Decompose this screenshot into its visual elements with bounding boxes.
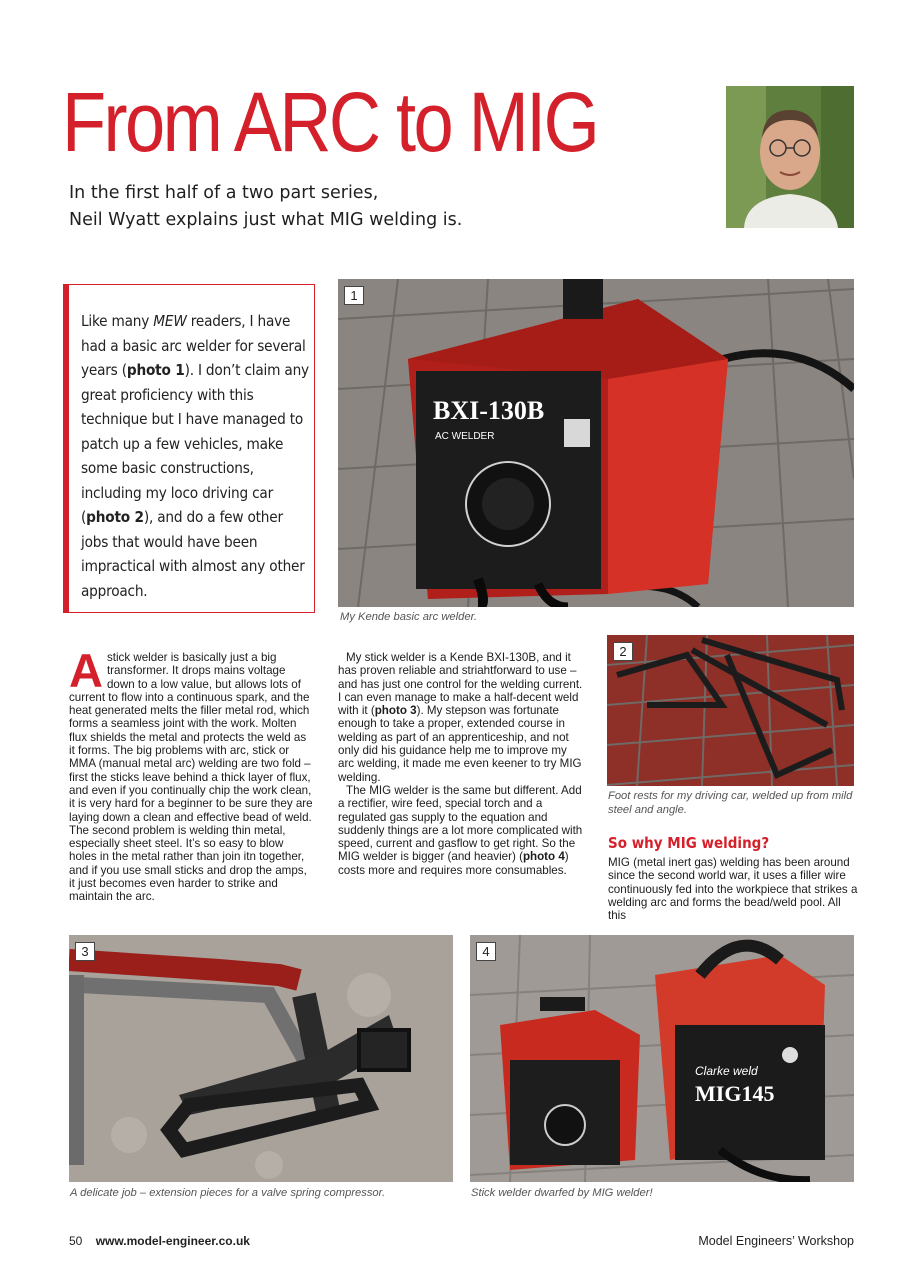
welder-sublabel: AC WELDER bbox=[435, 431, 495, 442]
intro-text: readers, I have had a basic arc welder for several years ( bbox=[81, 312, 306, 379]
column-2-text: My stick welder is a Kende BXI-130B, and it has proven reliable and striahtforward to use – and has just one control for the welding current. I can even manage to make a half-decent weld with it ( bbox=[338, 651, 583, 718]
column-2-text: ) costs more and requires more consumables. bbox=[338, 850, 569, 877]
photo-number: 3 bbox=[75, 942, 95, 961]
intro-text: ), and do a few other jobs that would have been impractical with almost any other approach. bbox=[81, 508, 305, 600]
mig-model-label: MIG145 bbox=[695, 1081, 775, 1106]
welder-model-label: BXI-130B bbox=[433, 396, 545, 425]
column-1 bbox=[69, 644, 313, 904]
intro-text: Like many bbox=[81, 312, 154, 330]
intro-paragraph bbox=[81, 309, 313, 603]
subtitle-line: In the first half of a two part series, bbox=[69, 183, 379, 203]
photo-ref: photo 3 bbox=[374, 704, 417, 718]
column-2 bbox=[338, 651, 586, 877]
article-title: From ARC to MIG bbox=[62, 75, 598, 169]
article-subtitle bbox=[69, 180, 589, 234]
column-2-paragraph bbox=[338, 784, 586, 877]
page-number: 50 bbox=[69, 1234, 83, 1248]
foot-rests-image bbox=[607, 635, 854, 786]
photo-number: 2 bbox=[613, 642, 633, 661]
photo-number: 4 bbox=[476, 942, 496, 961]
column-2-paragraph bbox=[338, 651, 586, 784]
photo-1 bbox=[338, 279, 854, 607]
intro-text: MEW bbox=[153, 312, 187, 330]
valve-compressor-image bbox=[69, 935, 453, 1182]
photo-2 bbox=[607, 635, 854, 786]
photo-2-caption: Foot rests for my driving car, welded up from mild steel and angle. bbox=[608, 790, 853, 816]
intro-photo-ref: photo 1 bbox=[126, 361, 185, 379]
intro-photo-ref: photo 2 bbox=[86, 508, 144, 526]
subtitle-line: Neil Wyatt explains just what MIG welding is. bbox=[69, 210, 463, 230]
arc-welder-image bbox=[338, 279, 854, 607]
website-link[interactable]: www.model-engineer.co.uk bbox=[95, 1234, 250, 1248]
author-portrait bbox=[726, 86, 854, 228]
photo-1-caption: My Kende basic arc welder. bbox=[340, 611, 478, 623]
magazine-name: Model Engineers’ Workshop bbox=[698, 1234, 854, 1248]
photo-ref: photo 4 bbox=[522, 850, 565, 864]
column-1-text: stick welder is basically just a big transformer. It drops mains voltage down to a low value, but allows lots of current to flow into a continuous spark, and the heat generated melts the filler metal rod, which forms a seamless joint with the work. Molten flux shields the metal and protects the weld as it forms. The big problems with arc, stick or MMA (manual metal arc) welding are two fold – first the sticks leave behind a thick layer of flux, and even if you continually chip the work clean, it is very hard for a beginner to be sure they are laying down a clean and effective bead of weld. The second problem is welding thin metal, especially sheet steel. It’s so easy to blow holes in the metal rather than join itn together, and if you use small sticks and drop the amps, it just becomes even harder to strike and maintain the arc. bbox=[69, 651, 313, 904]
column-1-paragraph bbox=[69, 644, 313, 904]
photo-number: 1 bbox=[344, 286, 364, 305]
section-heading: So why MIG welding? bbox=[608, 834, 770, 852]
mig-vs-stick-image bbox=[470, 935, 854, 1182]
column-3-text: MIG (metal inert gas) welding has been around since the second world war, it uses a filler wire continuously fed into the workpiece that strikes a welding arc and forms the bead/weld pool. All this bbox=[608, 856, 858, 923]
author-portrait-image bbox=[726, 86, 854, 228]
photo-3-caption: A delicate job – extension pieces for a valve spring compressor. bbox=[70, 1187, 386, 1199]
column-2-text: ). My stepson was fortunate enough to take a proper, extended course in welding as part of an apprenticeship, and not only did his guidance help me to improve my arc welding, it made me even keener to try MIG welding. bbox=[338, 704, 582, 784]
column-3 bbox=[608, 856, 858, 922]
column-2-text: The MIG welder is the same but different. Add a rectifier, wire feed, special torch and a regulated gas supply to the equation and suddenly things are a lot more complicated with speed, current and gasflow to get right. So the MIG welder is bigger (and heavier) ( bbox=[338, 783, 583, 864]
mig-brand-label: Clarke weld bbox=[695, 1064, 758, 1078]
photo-4 bbox=[470, 935, 854, 1182]
photo-3 bbox=[69, 935, 453, 1182]
footer-left bbox=[69, 1234, 250, 1248]
photo-4-caption: Stick welder dwarfed by MIG welder! bbox=[471, 1187, 653, 1199]
drop-cap: A bbox=[69, 644, 103, 697]
intro-text: ). I don’t claim any great proficiency with this technique but I have managed to patch up a few vehicles, make some basic constructions, including my loco driving car ( bbox=[81, 361, 309, 526]
